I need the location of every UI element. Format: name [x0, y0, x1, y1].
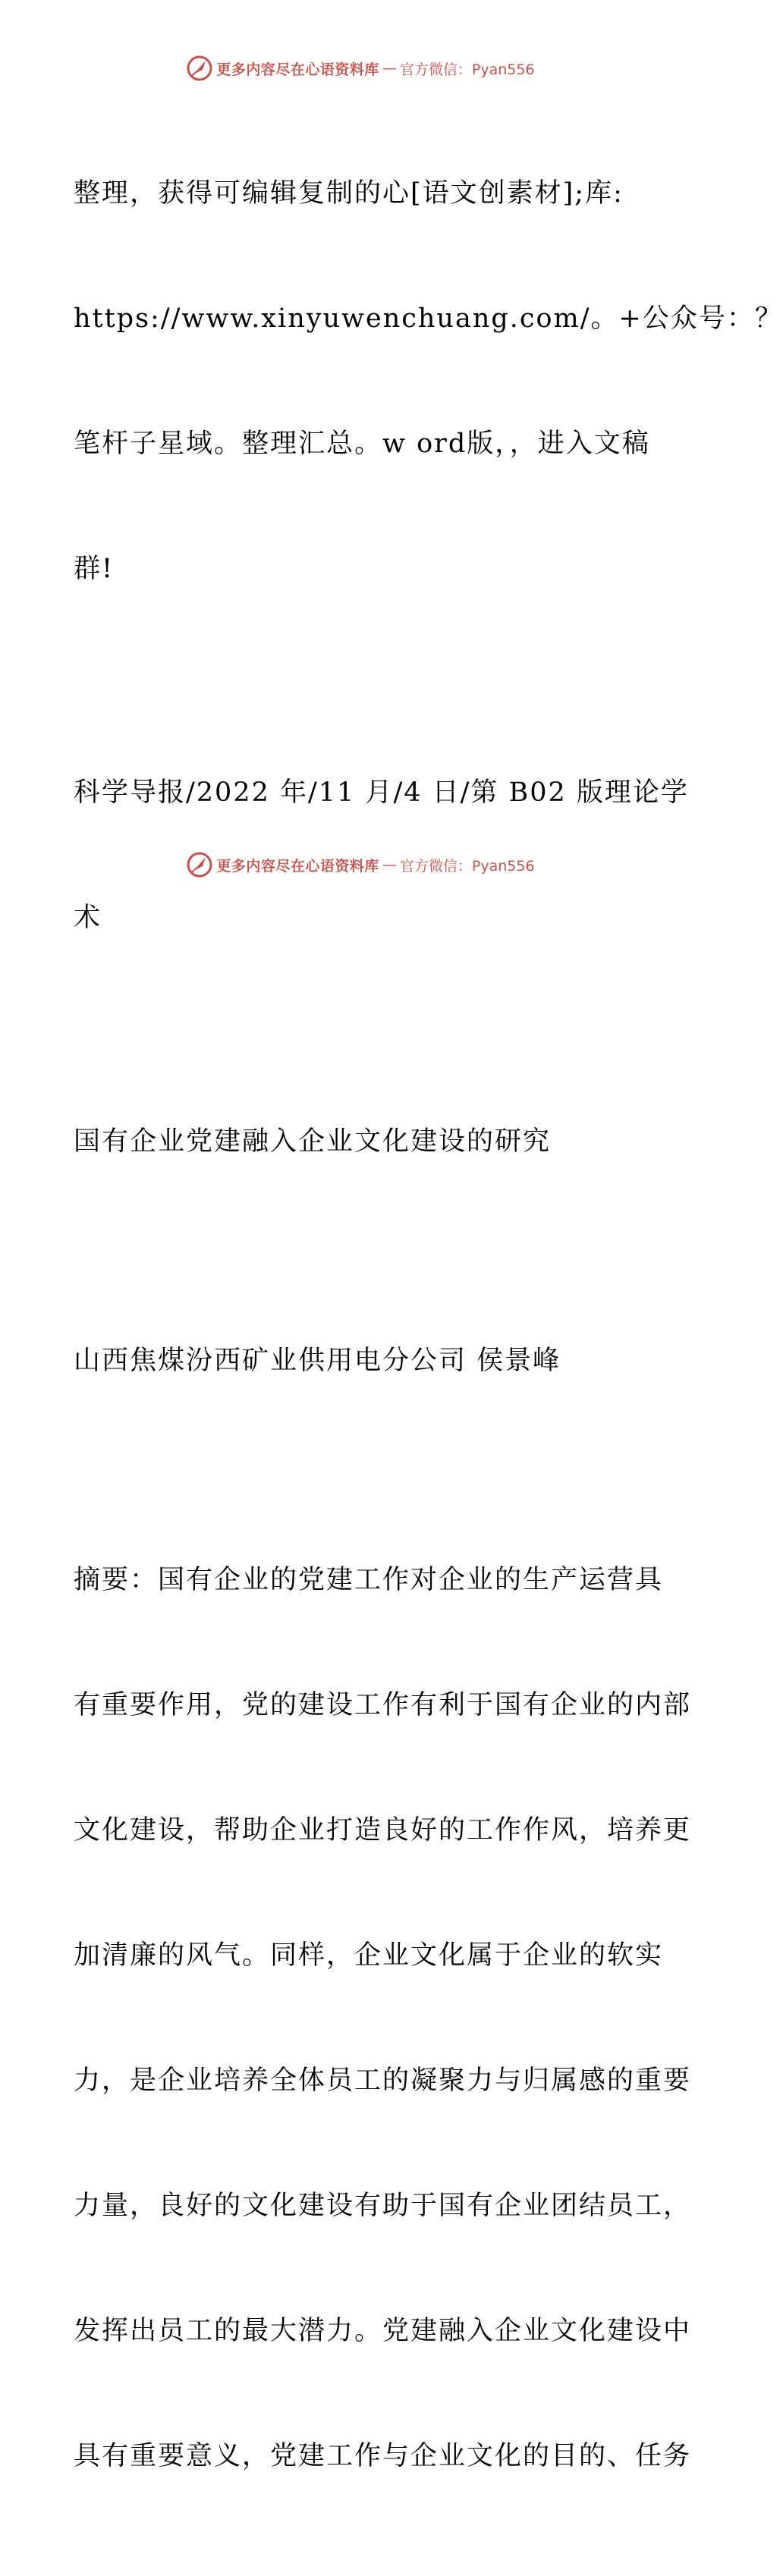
text-line: 笔杆子星域。整理汇总。w ord版，，进入文稿	[74, 429, 650, 459]
text-line: 力，是企业培养全体员工的凝聚力与归属感的重要	[74, 2066, 692, 2096]
text-line: 有重要作用，党的建设工作有利于国有企业的内部	[74, 1690, 692, 1720]
watermark-banner-top	[0, 53, 721, 83]
banner-main-text: 更多内容尽在心语资料库	[216, 857, 379, 875]
text-line: 整理，获得可编辑复制的心[语文创素材];库:	[74, 178, 624, 209]
text-line: 具有重要意义，党建工作与企业文化的目的、任务	[74, 2441, 692, 2471]
paragraph-intro	[74, 90, 783, 674]
paragraph-abstract	[74, 1476, 692, 2561]
text-line: 术	[74, 903, 102, 933]
document-body	[74, 90, 783, 2576]
text-line: 摘要：国有企业的党建工作对企业的生产运营具	[74, 1565, 664, 1595]
quill-logo-icon	[186, 55, 213, 82]
article-title	[74, 1038, 658, 1246]
text-line: 山西焦煤汾西矿业供用电分公司 侯景峰	[74, 1346, 561, 1376]
text-line: 科学导报/2022 年/11 月/4 日/第 B02 版理论学	[74, 778, 689, 808]
text-line: 加清廉的风气。同样，企业文化属于企业的软实	[74, 1940, 664, 1971]
text-line: https://www.xinyuwenchuang.com/。+公众号：？	[74, 303, 783, 334]
article-author	[74, 1257, 658, 1465]
text-line: 群!	[74, 554, 115, 584]
banner-sub-text: 官方微信：Pyan556	[399, 857, 535, 875]
text-line: 文化建设，帮助企业打造良好的工作作风，培养更	[74, 1815, 692, 1846]
banner-dash: —	[382, 60, 397, 77]
watermark-banner-bottom	[0, 850, 721, 880]
text-line: 国有企业党建融入企业文化建设的研究	[74, 1126, 552, 1157]
banner-main-text: 更多内容尽在心语资料库	[216, 61, 379, 78]
banner-sub-text: 官方微信：Pyan556	[399, 61, 535, 78]
quill-logo-icon	[186, 851, 213, 878]
text-line: 发挥出员工的最大潜力。党建融入企业文化建设中	[74, 2316, 692, 2346]
banner-dash: —	[382, 856, 397, 873]
text-line: 力量，良好的文化建设有助于国有企业团结员工，	[74, 2191, 692, 2221]
